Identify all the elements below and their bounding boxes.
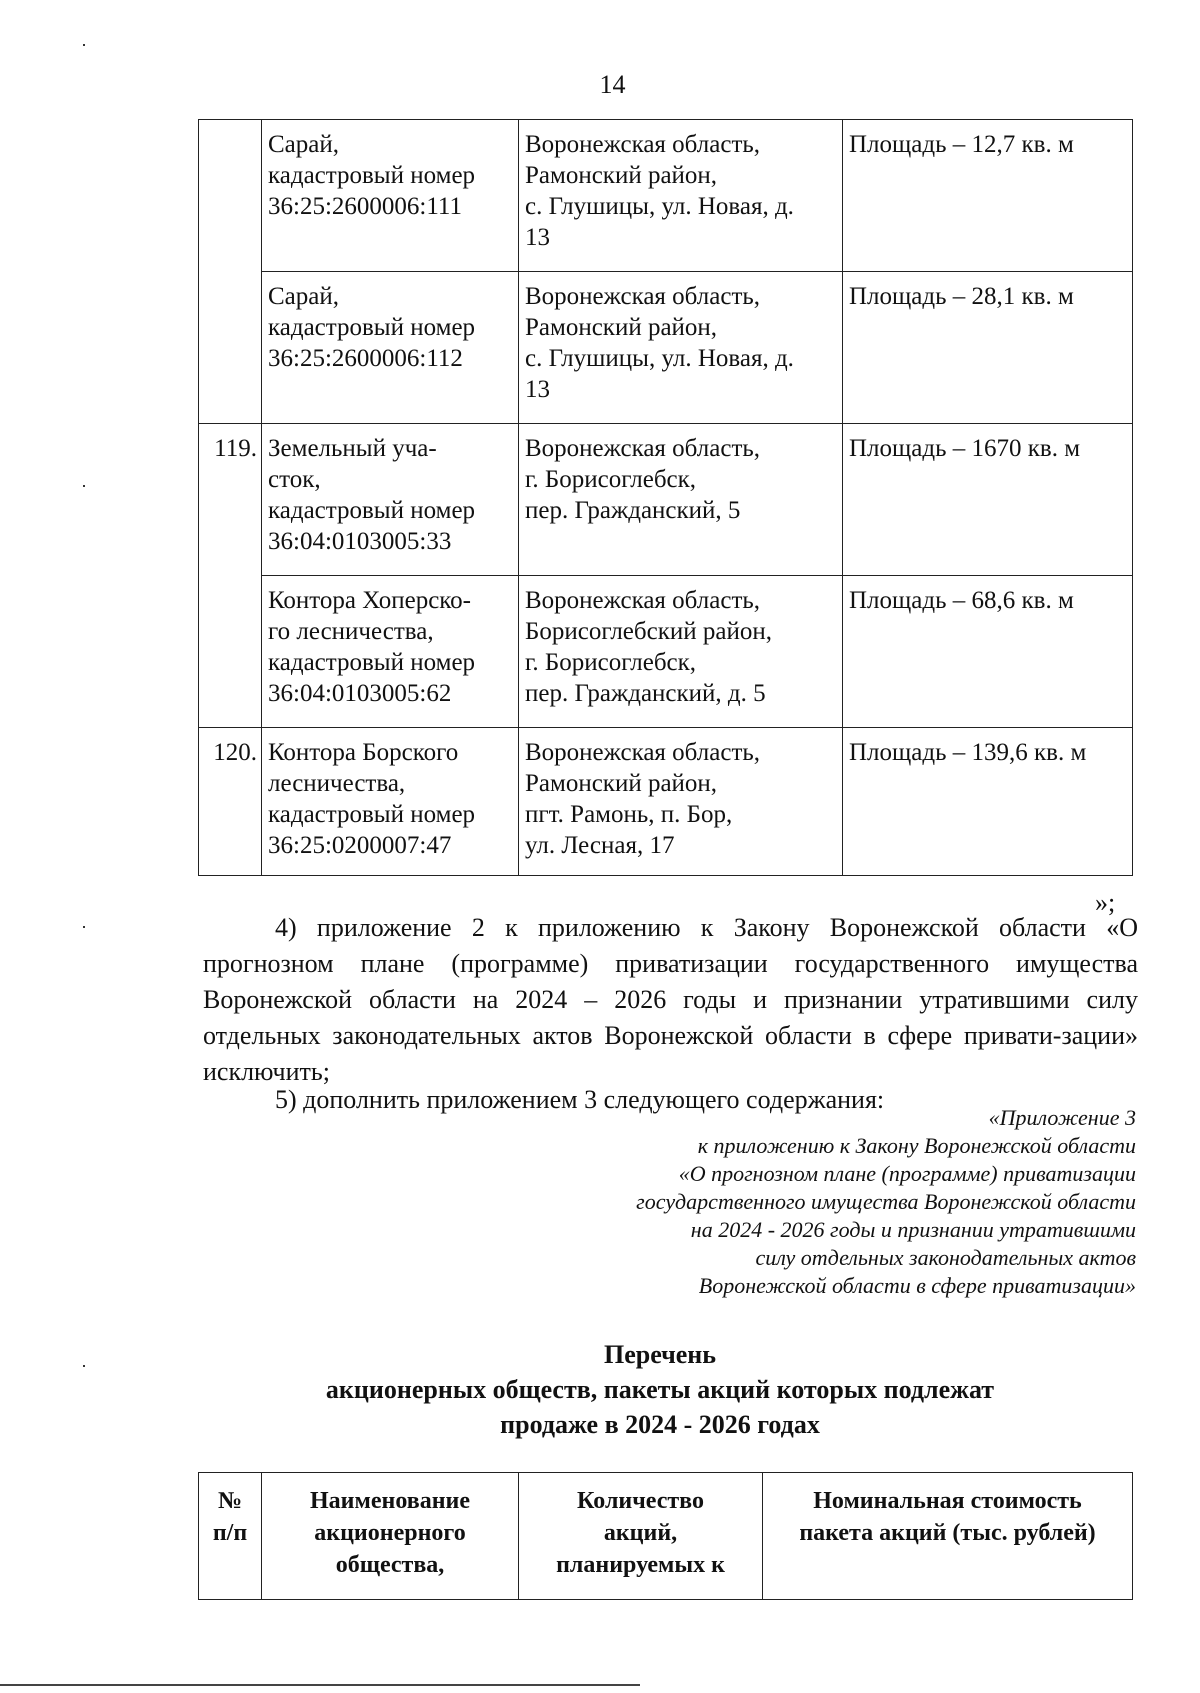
name-line: лесничества, (268, 770, 406, 797)
table-row (199, 424, 1133, 576)
area-cell: Площадь – 12,7 кв. м (843, 120, 1133, 272)
header-line: планируемых к (556, 1552, 725, 1578)
name-line: кадастровый номер (268, 162, 476, 189)
address-cell (519, 272, 843, 424)
address-cell (519, 120, 843, 272)
name-line: 36:04:0103005:62 (268, 680, 452, 707)
header-line: пакета акций (тыс. рублей) (799, 1520, 1096, 1546)
address-line: Рамонский район, (525, 314, 718, 341)
header-line: № (217, 1488, 243, 1514)
shares-table (198, 1472, 1133, 1600)
row-number: 120. (199, 728, 262, 876)
address-line: Борисоглебский район, (525, 618, 772, 645)
address-line: Воронежская область, (525, 587, 761, 614)
appendix-line: Воронежской области в сфере приватизации» (698, 1273, 1136, 1298)
area-cell: Площадь – 139,6 кв. м (843, 728, 1133, 876)
appendix-line: «О прогнозном плане (программе) приватизации (678, 1161, 1136, 1186)
row-number (199, 120, 262, 272)
table-row (199, 728, 1133, 876)
area-cell: Площадь – 1670 кв. м (843, 424, 1133, 576)
object-name-cell (262, 728, 519, 876)
address-line: г. Борисоглебск, (525, 649, 697, 676)
property-table (198, 119, 1133, 876)
address-line: 13 (525, 224, 550, 251)
name-line: Контора Хоперско- (268, 587, 472, 614)
header-line: акций, (603, 1520, 678, 1546)
row-number: 119. (199, 424, 262, 576)
name-line: сток, (268, 466, 321, 493)
address-line: пер. Гражданский, 5 (525, 497, 741, 524)
name-line: Сарай, (268, 131, 339, 158)
address-line: Рамонский район, (525, 162, 718, 189)
name-line: 36:04:0103005:33 (268, 528, 452, 555)
area-cell: Площадь – 68,6 кв. м (843, 576, 1133, 728)
name-line: 36:25:2600006:111 (268, 193, 462, 220)
name-line: Сарай, (268, 283, 339, 310)
table-row (199, 576, 1133, 728)
list-heading (260, 1337, 1060, 1442)
address-line: Воронежская область, (525, 131, 761, 158)
address-line: с. Глушицы, ул. Новая, д. (525, 193, 794, 220)
appendix-note (520, 1104, 1136, 1300)
address-line: Воронежская область, (525, 739, 761, 766)
address-line: ул. Лесная, 17 (525, 832, 675, 859)
header-line: Наименование (310, 1488, 470, 1514)
table-row (199, 120, 1133, 272)
area-cell: Площадь – 28,1 кв. м (843, 272, 1133, 424)
header-line: п/п (212, 1520, 248, 1546)
name-line: Земельный уча- (268, 435, 437, 462)
header-number (199, 1473, 262, 1600)
appendix-line: силу отдельных законодательных актов (755, 1245, 1136, 1270)
object-name-cell (262, 272, 519, 424)
header-nominal-value (763, 1473, 1133, 1600)
scan-dot (83, 926, 85, 928)
address-line: пгт. Рамонь, п. Бор, (525, 801, 733, 828)
object-name-cell (262, 576, 519, 728)
name-line: кадастровый номер (268, 314, 476, 341)
name-line: кадастровый номер (268, 497, 476, 524)
name-line: го лесничества, (268, 618, 434, 645)
heading-line: акционерных обществ, пакеты акций которых подлежат (325, 1375, 995, 1404)
name-line: 36:25:0200007:47 (268, 832, 452, 859)
appendix-line: «Приложение 3 (988, 1105, 1136, 1130)
scan-dot (83, 485, 85, 487)
row-number (199, 272, 262, 424)
address-cell (519, 424, 843, 576)
page-number: 14 (599, 70, 626, 99)
appendix-line: на 2024 - 2026 годы и признании утратившими (690, 1217, 1136, 1242)
header-line: Номинальная стоимость (813, 1488, 1082, 1514)
table-row (199, 272, 1133, 424)
closing-quote: »; (1095, 888, 1116, 917)
name-line: кадастровый номер (268, 649, 476, 676)
address-line: г. Борисоглебск, (525, 466, 697, 493)
name-line: 36:25:2600006:112 (268, 345, 463, 372)
header-line: общества, (335, 1552, 445, 1578)
address-line: Воронежская область, (525, 283, 761, 310)
address-line: пер. Гражданский, д. 5 (525, 680, 766, 707)
appendix-line: к приложению к Закону Воронежской области (697, 1133, 1136, 1158)
header-company-name (262, 1473, 519, 1600)
scan-dot (83, 1365, 85, 1367)
name-line: Контора Борского (268, 739, 459, 766)
object-name-cell (262, 424, 519, 576)
address-line: Рамонский район, (525, 770, 718, 797)
address-line: 13 (525, 376, 550, 403)
scan-edge-line (0, 1684, 640, 1686)
address-line: Воронежская область, (525, 435, 761, 462)
table-header-row (199, 1473, 1133, 1600)
paragraph-5-text: 5) дополнить приложением 3 следующего содержания: (275, 1085, 885, 1114)
address-cell (519, 728, 843, 876)
row-number (199, 576, 262, 728)
address-cell (519, 576, 843, 728)
header-share-count (519, 1473, 763, 1600)
address-line: с. Глушицы, ул. Новая, д. (525, 345, 794, 372)
object-name-cell (262, 120, 519, 272)
heading-line: продаже в 2024 - 2026 годах (500, 1410, 820, 1439)
paragraph-4 (203, 910, 1138, 1090)
name-line: кадастровый номер (268, 801, 476, 828)
paragraph-4-text: 4) приложение 2 к приложению к Закону Воронежской области «О прогнозном плане (программе) приватизации государственного имущества Воронежской области на 2024 – 2026 годы и признании утратившими силу отдельных законодательных актов Воронежской области в сфере привати-зации» исключить; (203, 913, 1138, 1086)
appendix-line: государственного имущества Воронежской области (636, 1189, 1136, 1214)
header-line: Количество (577, 1488, 704, 1514)
scan-dot (83, 44, 85, 46)
heading-line: Перечень (603, 1340, 717, 1369)
header-line: акционерного (314, 1520, 466, 1546)
